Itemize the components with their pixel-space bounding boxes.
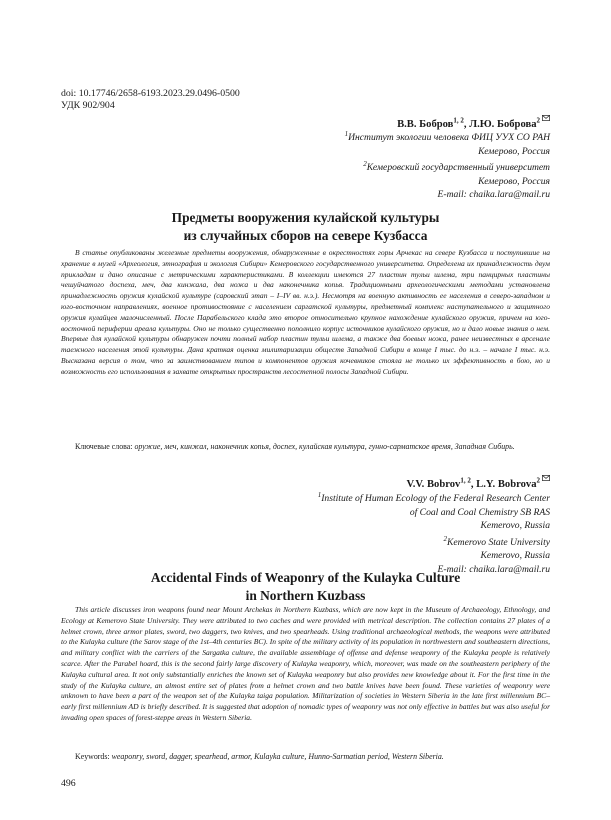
en-affil-line: Kemerovo, Russia	[480, 520, 550, 532]
en-author2-sup: 2	[536, 476, 540, 485]
envelope-icon	[542, 475, 550, 481]
ru-author2-sup: 2	[536, 116, 540, 125]
ru-author-sep: ,	[463, 119, 470, 130]
ru-author1: В.В. Бобров	[397, 119, 454, 130]
en-author2: L.Y. Bobrova	[476, 479, 537, 490]
envelope-icon	[542, 115, 550, 121]
en-author1: V.V. Bobrov	[406, 479, 461, 490]
en-affil-email: E-mail: chaika.lara@mail.ru	[437, 563, 550, 575]
en-author1-sup: 1, 2	[460, 476, 471, 485]
ru-author2: Л.Ю. Боброва	[469, 119, 537, 130]
en-affiliations	[318, 489, 550, 576]
ru-keywords-list: оружие, меч, кинжал, наконечник копья, доспех, кулайская культура, гунно-сарматское время, Западная Сибирь.	[134, 442, 515, 451]
ru-author1-sup: 1, 2	[453, 116, 464, 125]
en-title	[61, 569, 550, 604]
page-number: 496	[61, 778, 76, 789]
ru-affil-line: Кемерово, Россия	[478, 175, 550, 187]
ru-abstract: В статье опубликованы железные предметы вооружения, обнаруженные в окрестностях горы Арчекас на севере Кузбасса и поступившие на хранение в музей «Археология, этнография и экология Сибири» Кемеровского государственного университета. Определена их принадлежность двум прикладам и дано описание с метрическими характеристиками. В коллекции имеются 27 пластин тульи шлема, три панцирных пластины чешуйчатого доспеха, меч, два кинжала, два ножа и два наконечника копья. Традиционными археологическими методами установлена принадлежность оружия кулайской культуре (саровский этап – I–IV вв. н.э.). Несмотря на военную активность ее населения в северо-западном и юго-восточном направлениях, военное противостояние с населением саргатской культуры, предметный комплекс наступательного и защитного оружия кулайцев малочисленный. После Парабельского клада это второе относительно крупное нахождение кулайского оружия, причем на юго-восточной периферии ареала культуры. Оно не только существенно пополнило корпус источников кулайского оружия, но и дало новые знания о нем. Впервые для кулайской культуры обнаружен почти полный набор пластин тульи шлема, а также два боевых ножа, ранее неизвестных в арсенале таежного населения этой культуры. Дана краткая оценка милитаризации обществ Западной Сибири в конце I тыс. до н.э. – начале I тыс. н.э. Высказана версия о том, что за заимствованием типов и компонентов оружия кочевников стояла не только их эффективность в бою, но и возможность его использования в захвате открытых пространств лесостепной полосы Западной Сибири.	[61, 248, 550, 376]
ru-keywords	[61, 441, 550, 452]
en-abstract: This article discusses iron weapons found near Mount Archekas in Northern Kuzbass, which are now kept in the Museum of Archaeology, Ethnology, and Ecology at Kemerovo State University. They were attributed to two caches and were provided with metrical description. The collection contains 27 plates of a helmet crown, three armor plates, sword, two daggers, two knives, and two spearheads. Using traditional archaeological methods, the weapons were attributed to the Kulayka culture (the Sarov stage of the 1st–4th centuries BC). In spite of the military activity of its population in northwestern and southeastern directions, and military conflict with the carriers of the Sargatka culture, the available assemblage of offense and defense weaponry of the Kulayka people is relatively scarce. After the Parabel hoard, this is the second fairly large discovery of Kulayka weaponry, which, moreover, was made on the southeastern periphery of the Kulayka cultural area. It not only substantially enriches the known set of Kulayka weaponry but also provides new knowledge about it. For the first time in the study of the Kulayka culture, an almost entire set of plates from a helmet crown and two battle knives have been found. These varieties of weaponry were unknown to have been a part of the weapon set of the Kulayka taiga population. Militarization of societies in Western Siberia in the late first millennium BC–early first millennium AD is briefly described. It is suggested that adoption of nomadic types of weaponry was not only effective in battles but was also useful for invading open spaces of forest-steppe areas in Western Siberia.	[61, 605, 550, 722]
en-keywords	[61, 751, 550, 762]
ru-affiliations	[345, 128, 550, 202]
ru-keywords-label: Ключевые слова:	[75, 442, 133, 451]
en-title-line2: in Northern Kuzbass	[245, 587, 366, 603]
doi: doi: 10.17746/2658-6193.2023.29.0496-0500	[61, 88, 240, 99]
ru-affil-line: $^2$Кемеровский государственный университет	[363, 160, 550, 174]
en-keywords-label: Keywords:	[75, 752, 110, 761]
en-affil-line: $^2$Kemerovo State University	[443, 534, 550, 548]
en-keywords-list: weaponry, sword, dagger, spearhead, armor, Kulayka culture, Hunno-Sarmatian period, Western Siberia.	[111, 752, 444, 761]
en-affil-line: of Coal and Coal Chemistry SB RAS	[409, 506, 550, 518]
ru-affil-line: Кемерово, Россия	[478, 145, 550, 157]
en-affil-line: Kemerovo, Russia	[480, 550, 550, 562]
ru-title-line1: Предметы вооружения кулайской культуры	[171, 210, 440, 225]
udc: УДК 902/904	[61, 100, 115, 111]
ru-title	[61, 209, 550, 244]
en-title-line1: Accidental Finds of Weaponry of the Kulayka Culture	[150, 570, 461, 585]
en-affil-line: $^1$Institute of Human Ecology of the Federal Research Center	[317, 491, 550, 505]
ru-affil-email: E-mail: chaika.lara@mail.ru	[437, 189, 550, 201]
en-authors	[406, 475, 550, 490]
en-author-sep: ,	[470, 479, 477, 490]
ru-affil-line: $^1$Институт экологии человека ФИЦ УУХ СО РАН	[344, 130, 550, 144]
ru-title-line2: из случайных сборов на севере Кузбасса	[183, 227, 428, 243]
